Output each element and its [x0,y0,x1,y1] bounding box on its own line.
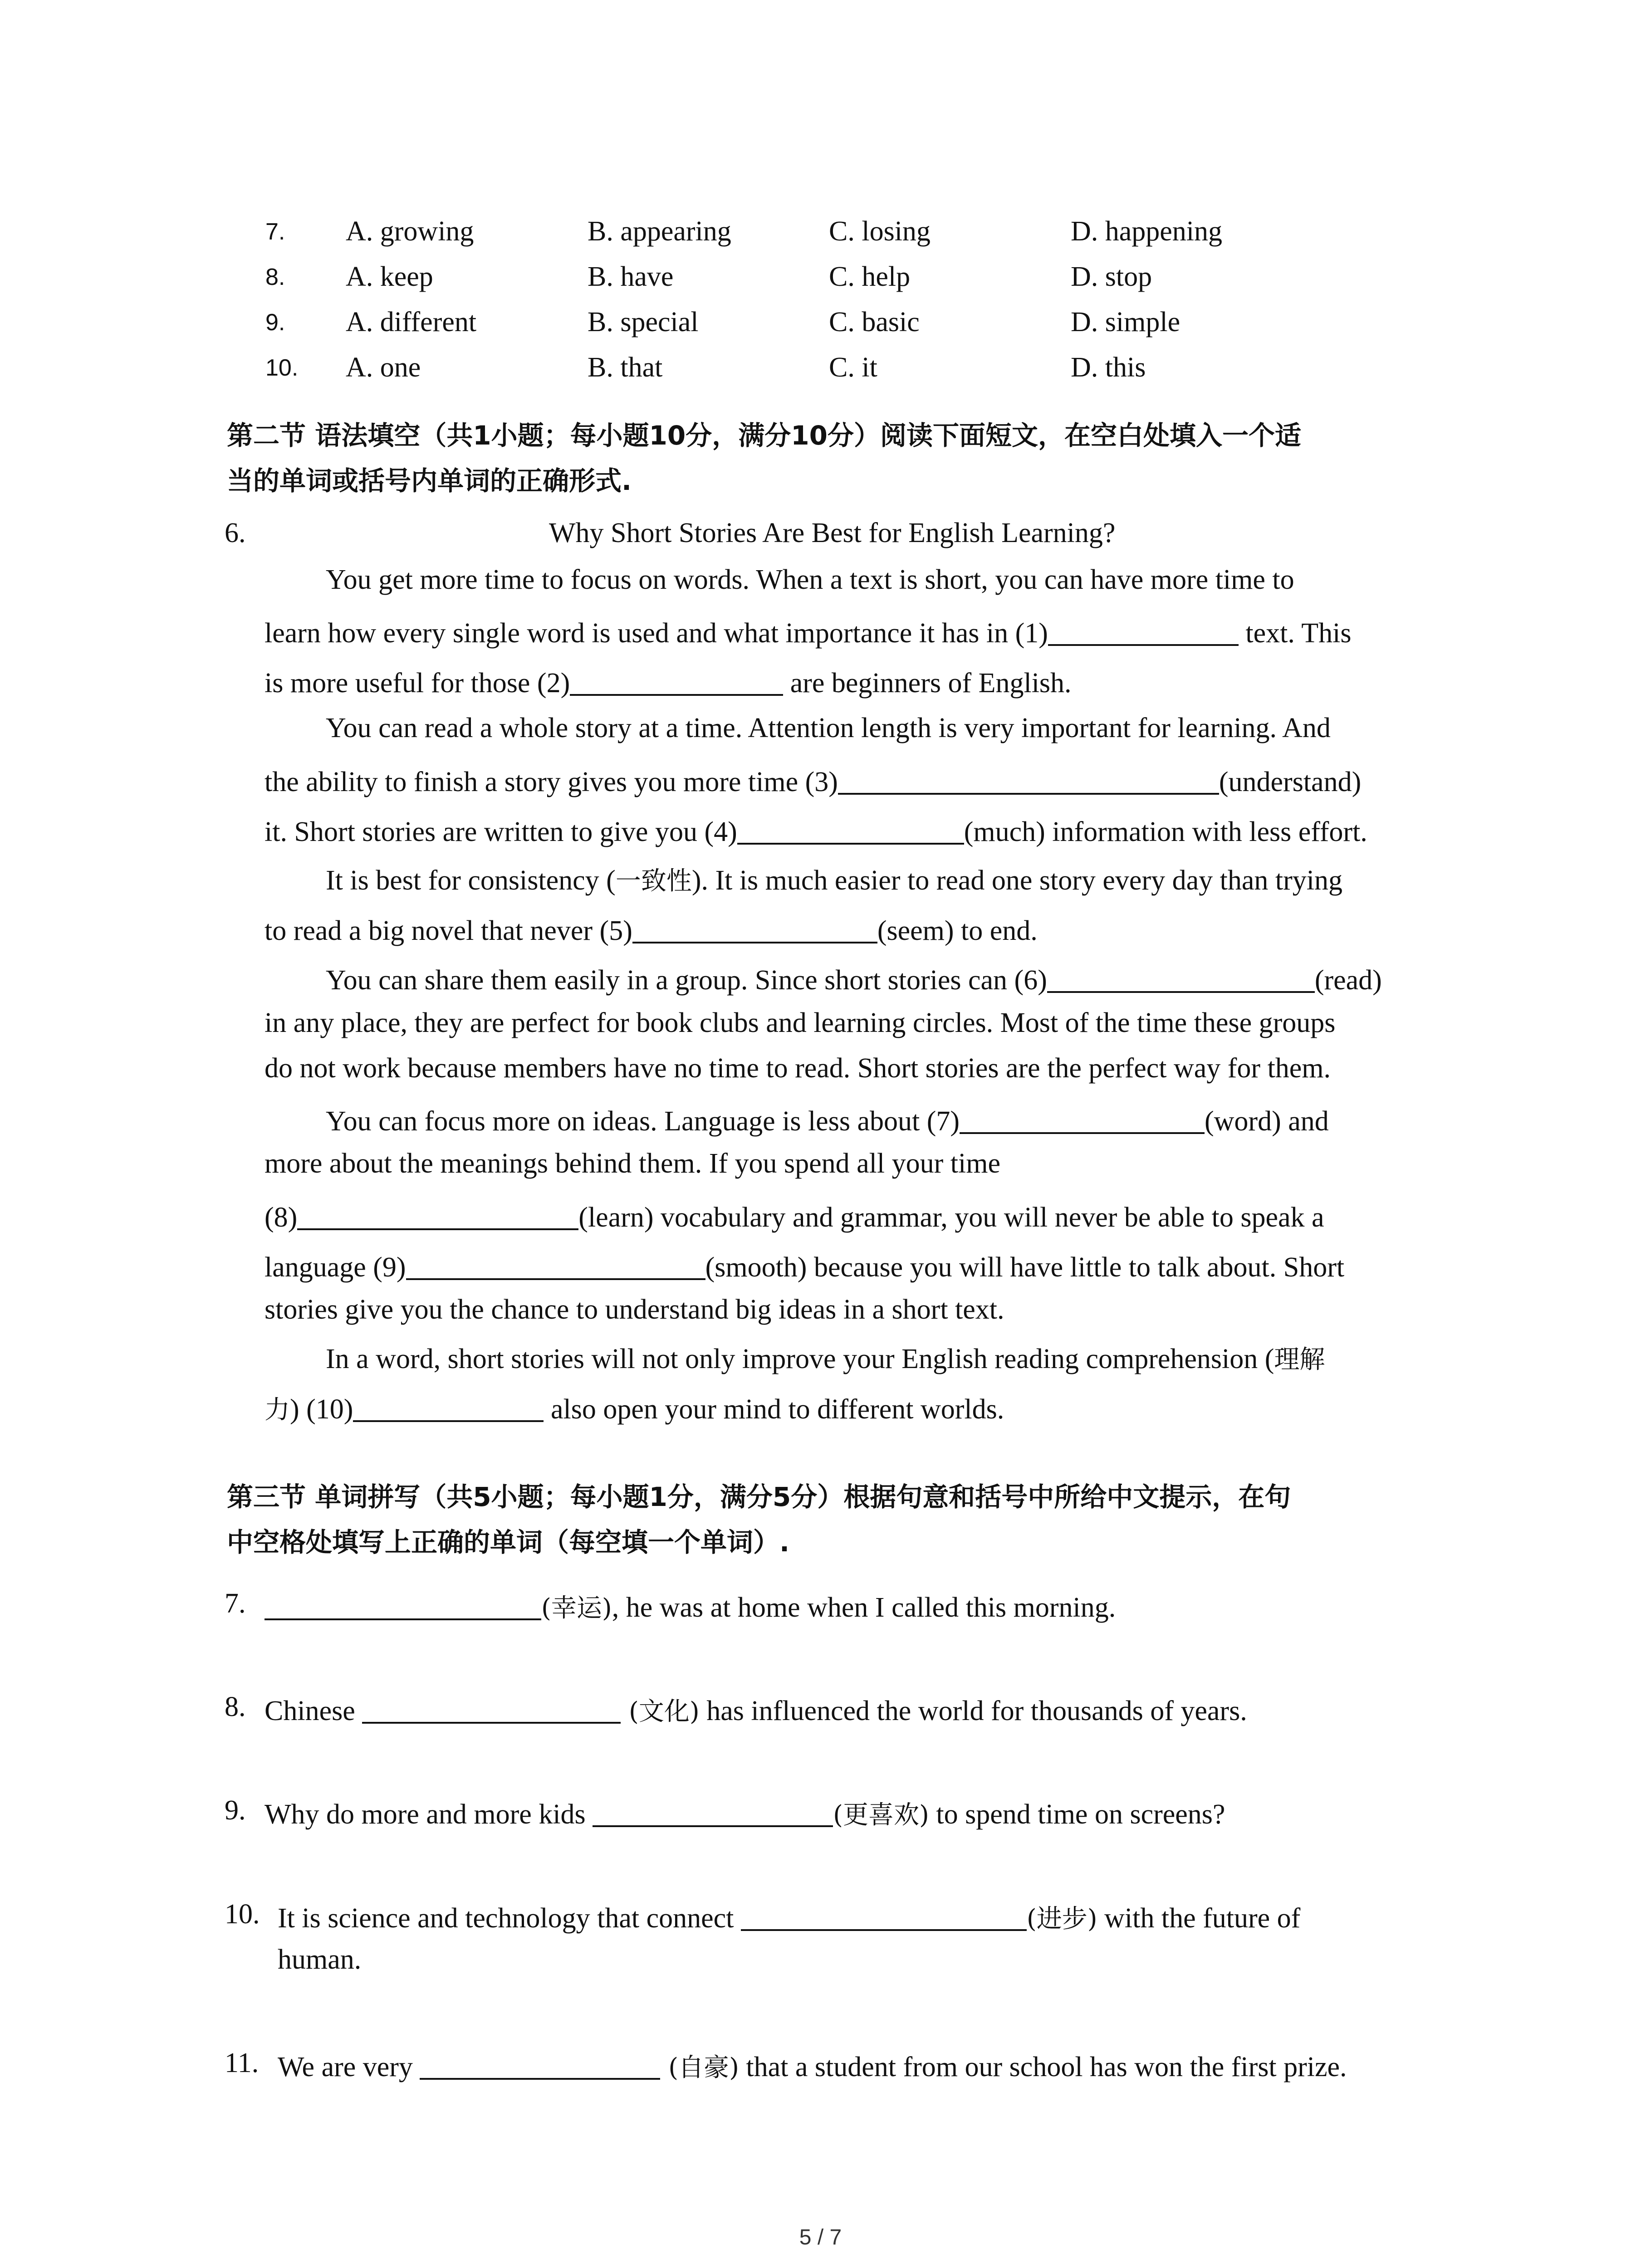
blank-10[interactable] [353,1393,544,1422]
option-b: B. appearing [588,216,731,247]
question-text: , he was at home when I called this morning. [612,1592,1116,1623]
question-text: It is science and technology that connect [278,1903,741,1934]
question-number: 11. [225,2048,259,2078]
passage-text: ) (10) [290,1394,353,1425]
option-a: A. different [346,307,477,337]
question-number: 6. [225,518,246,548]
option-b: B. special [588,307,699,337]
blank-q10[interactable] [741,1902,1027,1931]
blank-8[interactable] [297,1201,578,1230]
passage-line [265,1198,1324,1234]
passage-text: text. This [1238,618,1352,649]
passage-text: it. Short stories are written to give you (4) [265,816,737,847]
blank-7[interactable] [960,1105,1205,1134]
passage-text: are beginners of English. [783,668,1072,699]
blank-6[interactable] [1047,964,1315,993]
question-number: 10. [225,1899,260,1930]
question-number: 7. [225,1588,246,1619]
question-text: to spend time on screens? [929,1799,1225,1830]
option-d: D. stop [1071,261,1152,292]
option-b: B. that [588,352,663,383]
passage-text: (smooth) because you will have little to talk about. Short [705,1252,1345,1283]
passage-text: (8) [265,1202,298,1233]
section-heading: 第二节 语法填空（共1小题；每小题10分，满分10分）阅读下面短文，在空白处填入一个适 [227,420,1301,451]
blank-3[interactable] [838,766,1219,795]
option-b: B. have [588,261,674,292]
chinese-hint: (更喜欢) [833,1800,929,1830]
blank-4[interactable] [737,816,964,845]
passage-line [265,762,1361,798]
question-number: 8. [225,1691,246,1722]
passage-text: (word) and [1205,1106,1329,1137]
passage-line: You get more time to focus on words. When a text is short, you can have more time to [326,564,1294,595]
option-a: A. growing [346,216,474,247]
passage-text: (read) [1314,965,1382,996]
passage-line: do not work because members have no time to read. Short stories are the perfect way for them. [265,1053,1331,1084]
question-number: 7. [265,219,285,245]
passage-text: In a word, short stories will not only improve your English reading comprehension ( [326,1344,1274,1374]
question-7 [265,1588,1116,1624]
option-d: D. happening [1071,216,1223,247]
passage-text: to read a big novel that never (5) [265,915,632,946]
question-text: We are very [278,2052,420,2082]
blank-q9[interactable] [593,1798,833,1827]
question-number: 9. [265,309,285,336]
passage-line [326,1339,1325,1376]
chinese-hint: 力 [265,1395,290,1425]
passage-text: (learn) vocabulary and grammar, you will never be able to speak a [578,1202,1324,1233]
question-9 [265,1794,1225,1831]
option-c: C. it [829,352,877,383]
page-number: 5 / 7 [799,2225,842,2249]
blank-2[interactable] [570,667,783,696]
question-number: 8. [265,264,285,290]
passage-line: stories give you the chance to understand big ideas in a short text. [265,1294,1004,1325]
passage-line [326,861,1342,897]
section-heading: 当的单词或括号内单词的正确形式. [227,465,632,496]
blank-1[interactable] [1048,617,1239,646]
question-number: 9. [225,1795,246,1826]
passage-text: It is best for consistency ( [326,865,616,896]
passage-line [326,1101,1329,1138]
passage-text: also open your mind to different worlds. [544,1394,1004,1425]
passage-text: ). It is much easier to read one story every day than trying [691,865,1342,896]
chinese-hint: 理解 [1274,1345,1325,1374]
blank-9[interactable] [406,1251,705,1280]
question-text: Chinese [265,1696,362,1726]
option-a: A. one [346,352,421,383]
passage-text: (seem) to end. [877,915,1038,946]
question-10 [278,1898,1300,1935]
section-heading: 第三节 单词拼写（共5小题；每小题1分，满分5分）根据句意和括号中所给中文提示，在句 [227,1481,1291,1512]
question-11 [278,2047,1347,2084]
passage-text: (understand) [1219,767,1362,797]
option-d: D. simple [1071,307,1181,337]
blank-q7[interactable] [265,1591,541,1620]
passage-line [265,812,1367,848]
option-a: A. keep [346,261,433,292]
passage-line [265,613,1352,650]
passage-line [265,663,1072,699]
blank-q8[interactable] [362,1695,621,1724]
question-number: 10. [265,355,299,381]
option-c: C. basic [829,307,920,337]
passage-line [265,1247,1344,1284]
chinese-hint: (文化) [621,1697,700,1726]
blank-q11[interactable] [420,2051,660,2080]
passage-text: learn how every single word is used and what importance it has in (1) [265,618,1048,649]
passage-text: You can share them easily in a group. Since short stories can (6) [326,965,1047,996]
passage-line [265,1389,1004,1426]
question-text: with the future of [1097,1903,1301,1934]
question-text: that a student from our school has won the first prize. [739,2052,1347,2082]
passage-title: Why Short Stories Are Best for English Learning? [549,518,1116,548]
option-c: C. losing [829,216,931,247]
question-8 [265,1691,1247,1728]
chinese-hint: 一致性 [615,866,692,896]
question-text: has influenced the world for thousands of years. [699,1696,1247,1726]
passage-text: the ability to finish a story gives you more time (3) [265,767,838,797]
passage-text: language (9) [265,1252,406,1283]
question-text: Why do more and more kids [265,1799,593,1830]
option-d: D. this [1071,352,1146,383]
passage-line [265,911,1038,947]
passage-text: You can focus more on ideas. Language is less about (7) [326,1106,960,1137]
passage-line [326,960,1382,997]
passage-text: (much) information with less effort. [964,816,1367,847]
passage-line: more about the meanings behind them. If you spend all your time [265,1148,1000,1179]
question-text: human. [278,1944,362,1975]
passage-line: in any place, they are perfect for book clubs and learning circles. Most of the time these groups [265,1007,1336,1038]
option-c: C. help [829,261,911,292]
chinese-hint: (幸运) [541,1593,612,1623]
passage-line: You can read a whole story at a time. Attention length is very important for learning. And [326,713,1331,743]
chinese-hint: (自豪) [660,2053,739,2082]
blank-5[interactable] [632,914,877,943]
chinese-hint: (进步) [1026,1904,1097,1934]
section-heading: 中空格处填写上正确的单词（每空填一个单词）. [227,1527,790,1558]
passage-text: is more useful for those (2) [265,668,570,699]
